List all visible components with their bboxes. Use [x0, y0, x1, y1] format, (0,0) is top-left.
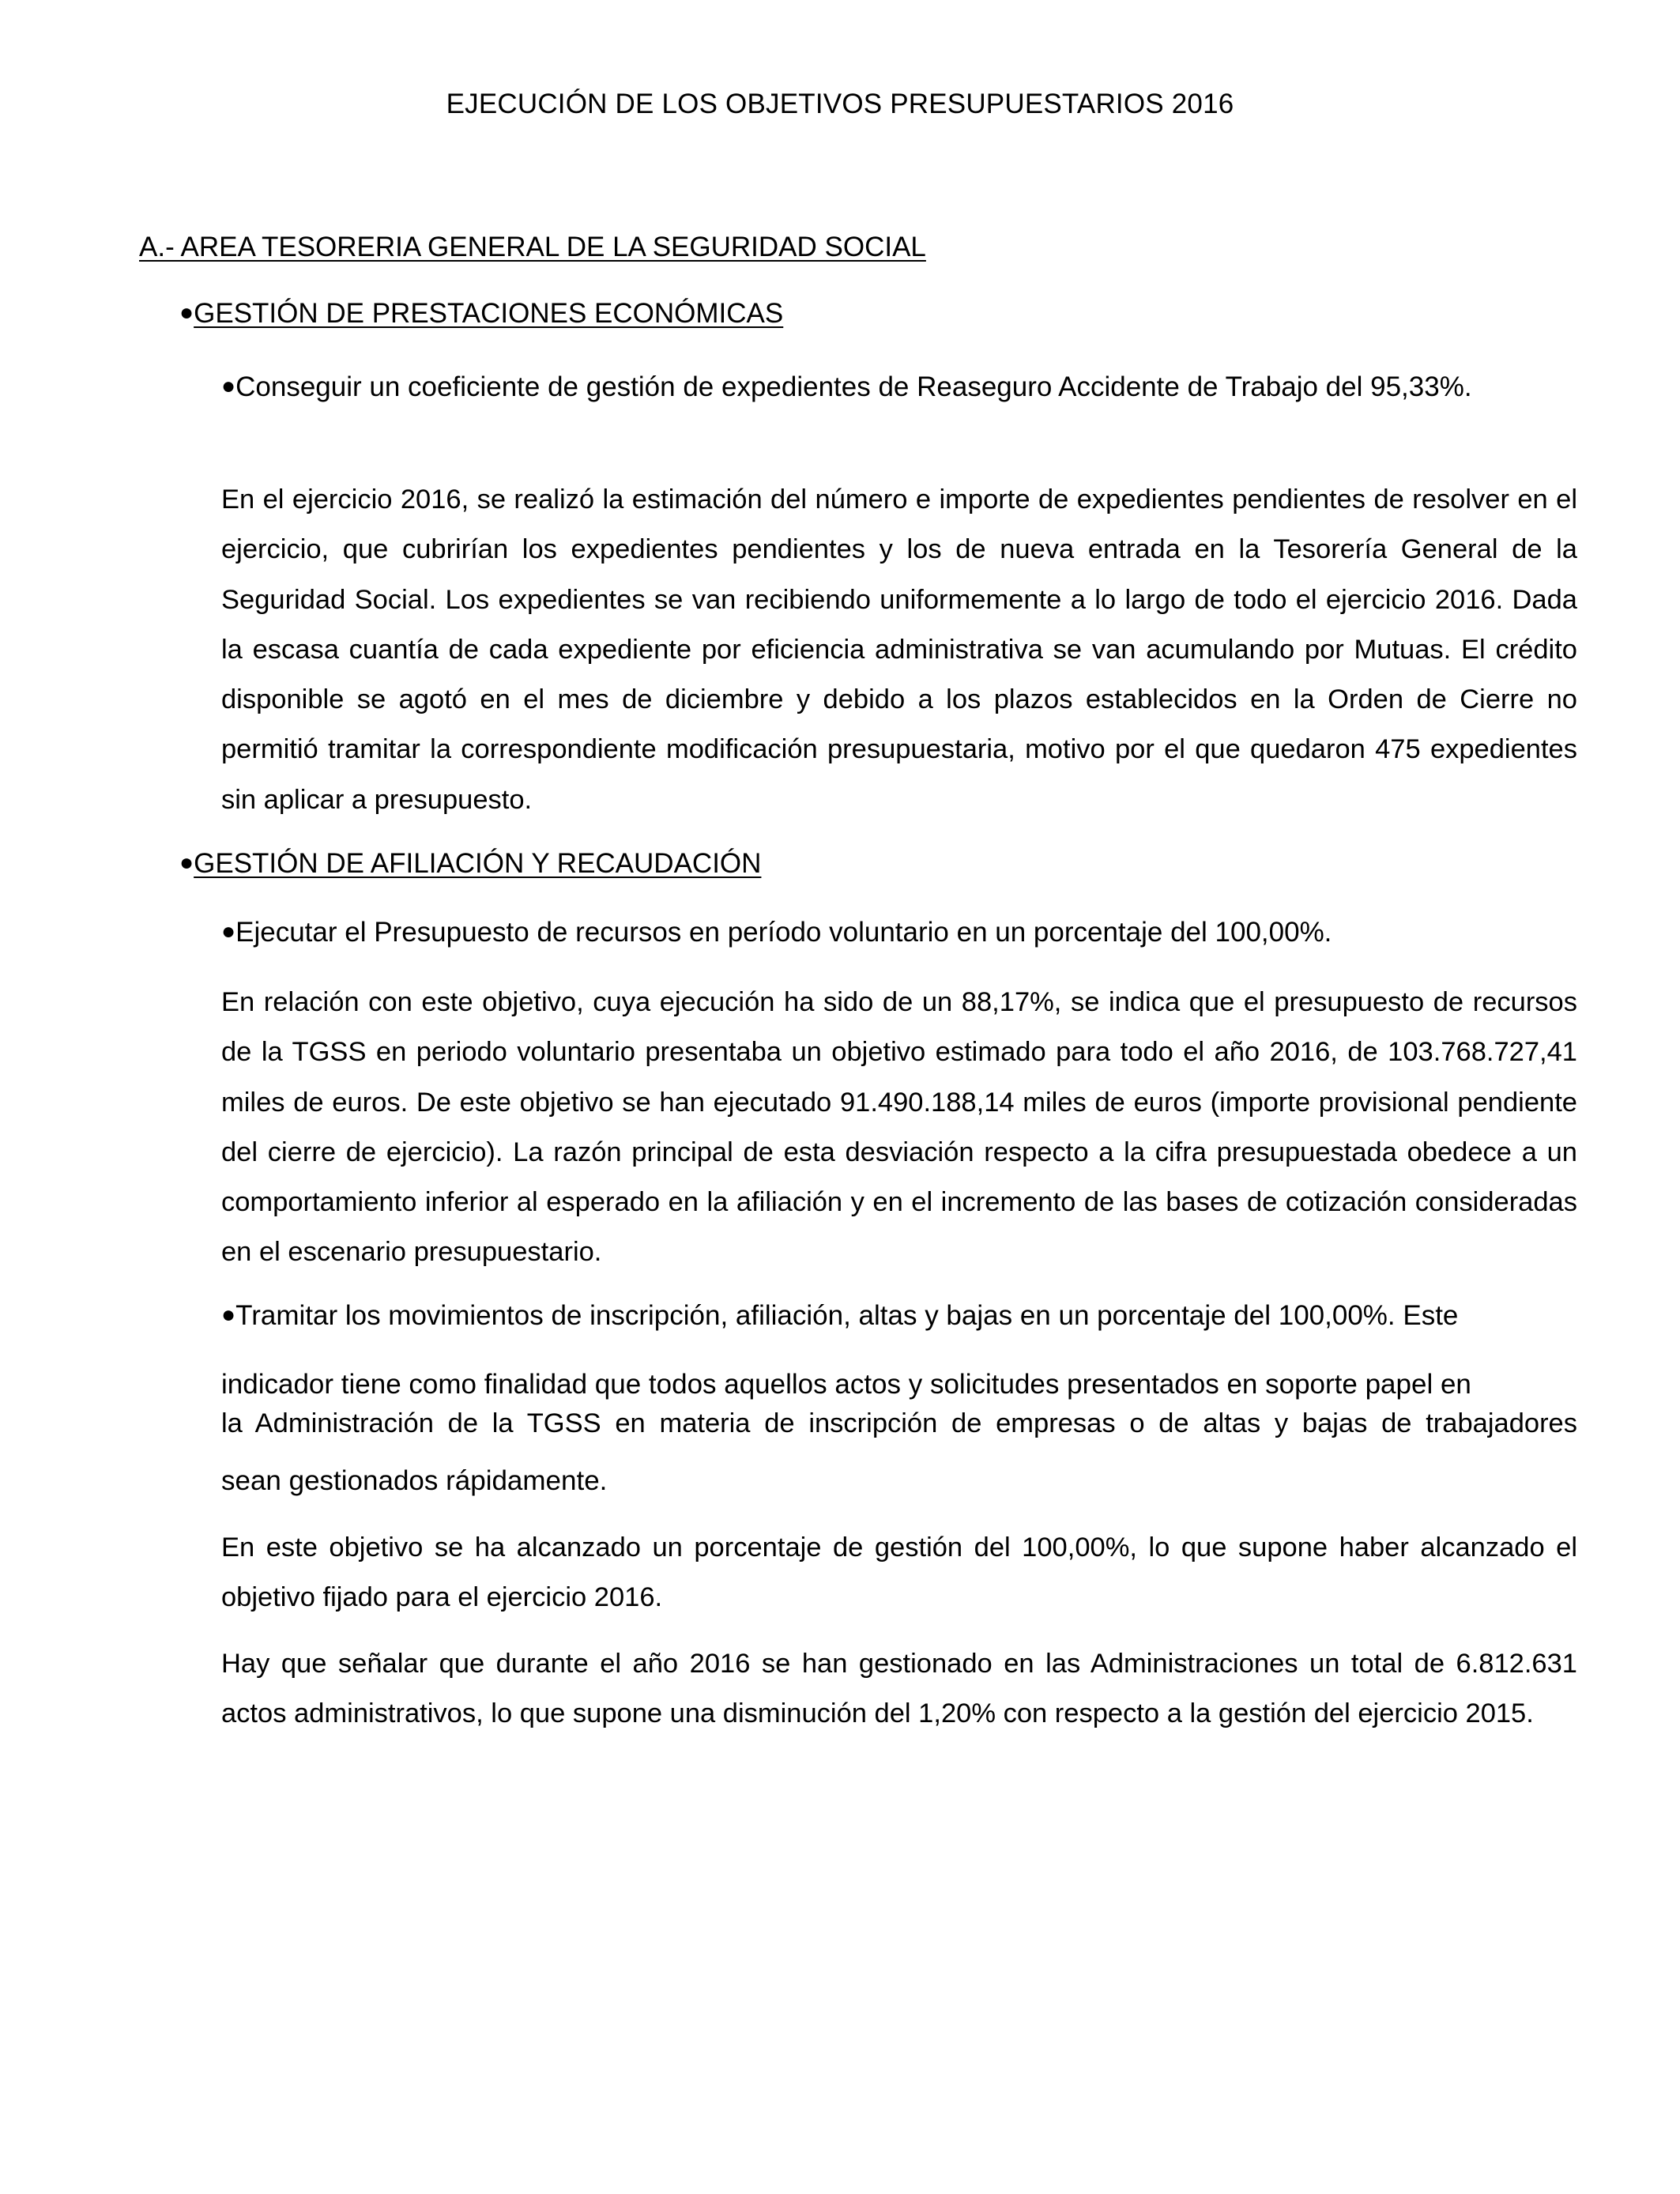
group-afiliacion-heading: [179, 848, 761, 880]
bullet-icon: ●: [221, 918, 236, 944]
movimientos-line-2-text: la Administración de la TGSS en materia de inscripción de empresas o de altas y bajas de trabajadores: [221, 1412, 1577, 1438]
objective-title-suffix: Este: [1395, 1300, 1459, 1331]
bullet-icon: ●: [221, 1302, 236, 1328]
objective-reaseguro: [221, 362, 1577, 413]
paragraph-actos-administrativos: Hay que señalar que durante el año 2016 se han gestionado en las Administraciones un total de 6.812.631 actos administrativos, lo que supone una disminución del 1,20% con respecto a la gestión del ejercicio 2015.: [221, 1649, 1577, 1729]
paragraph-presupuesto-recursos: En relación con este objetivo, cuya ejecución ha sido de un 88,17%, se indica que el presupuesto de recursos de la TGSS en periodo voluntario presentaba un objetivo estimado para todo el año 2016, de 103.768.727,41 miles de euros. De este objetivo se han ejecutado 91.490.188,14 miles de euros (importe provisional pendiente del cierre de ejercicio). La razón principal de esta desviación respecto a la cifra presupuestada obedece a un comportamiento inferior al esperado en la afiliación y en el incremento de las bases de cotización consideradas en el escenario presupuestario.: [221, 987, 1577, 1268]
objective-presupuesto-recursos: [221, 917, 1332, 948]
bullet-icon: ●: [179, 850, 194, 876]
group-heading-text: GESTIÓN DE PRESTACIONES ECONÓMICAS: [194, 298, 784, 329]
movimientos-line-2: [221, 1412, 1577, 1438]
document-title: EJECUCIÓN DE LOS OBJETIVOS PRESUPUESTARIOS 2016: [446, 89, 1234, 119]
objective-title: Ejecutar el Presupuesto de recursos en período voluntario en un porcentaje del 100,00%.: [235, 917, 1332, 948]
objective-title: Conseguir un coeficiente de gestión de expedientes de Reaseguro Accidente de Trabajo del 95,33%.: [235, 371, 1472, 402]
bullet-icon: ●: [221, 373, 236, 399]
section-a-heading: A.- AREA TESORERIA GENERAL DE LA SEGURIDAD SOCIAL: [139, 232, 926, 262]
bullet-icon: ●: [179, 300, 194, 326]
objective-movimientos: [221, 1300, 1458, 1332]
paragraph-alcanzado: En este objetivo se ha alcanzado un porcentaje de gestión del 100,00%, lo que supone haber alcanzado el objetivo fijado para el ejercicio 2016.: [221, 1532, 1577, 1613]
movimientos-line-3: sean gestionados rápidamente.: [221, 1465, 608, 1496]
group-prestaciones-heading: [179, 298, 783, 330]
paragraph-reaseguro: En el ejercicio 2016, se realizó la estimación del número e importe de expedientes pendientes de resolver en el ejercicio, que cubrirían los expedientes pendientes y los de nueva entrada en la Tesorería General de la Seguridad Social. Los expedientes se van recibiendo uniformemente a lo largo de todo el ejercicio 2016. Dada la escasa cuantía de cada expediente por eficiencia administrativa se van acumulando por Mutuas. El crédito disponible se agotó en el mes de diciembre y debido a los plazos establecidos en la Orden de Cierre no permitió tramitar la correspondiente modificación presupuestaria, motivo por el que quedaron 475 expedientes sin aplicar a presupuesto.: [221, 484, 1577, 815]
group-heading-text: GESTIÓN DE AFILIACIÓN Y RECAUDACIÓN: [194, 848, 762, 879]
objective-title: Tramitar los movimientos de inscripción, afiliación, altas y bajas en un porcentaje del 100,00%.: [235, 1300, 1396, 1331]
movimientos-line-1: indicador tiene como finalidad que todos aquellos actos y solicitudes presentados en soporte papel en: [221, 1369, 1471, 1400]
